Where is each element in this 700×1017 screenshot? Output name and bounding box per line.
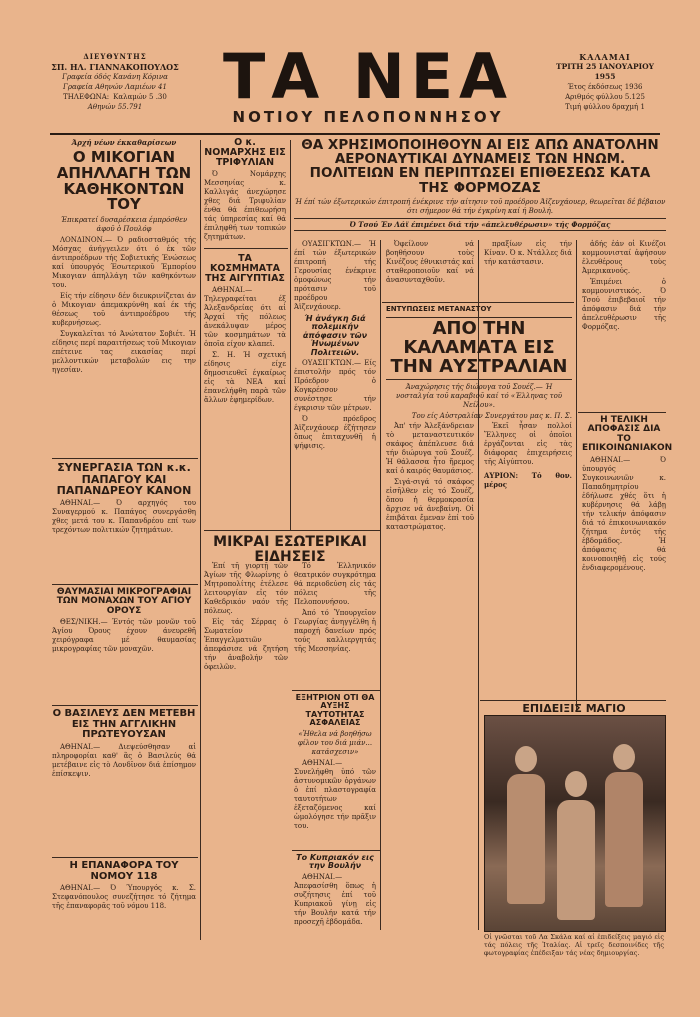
australia-column-1	[386, 420, 474, 532]
article-divider	[52, 857, 198, 858]
column-rule	[290, 140, 291, 530]
article-paragraph: ΑΘΗΝΑΙ.— Ό αρχηγός του Συναγερμού κ. Παπάγος συνεργάσθη χθες μετά του κ. Παπανδρέου επί των τρεχόντων πολιτικών ζητημάτων.	[52, 498, 196, 534]
issue-number: Αριθμός φύλλου 5.125	[565, 93, 645, 101]
article-paragraph: Ἐπί τῆ γιορτῇ τῶν Ἁγίων τῆς Φλωρίνης ὁ Μητροπολίτης ἐτέλεσε λειτουργίαν εἰς τόν Καθεδρικόν ναόν τῆς πόλεως.	[204, 562, 288, 615]
price: Τιμή φύλλου δραχμή 1	[565, 103, 645, 111]
article-headline: Ο ΒΑΣΙΛΕΥΣ ΔΕΝ ΜΕΤΕΒΗ ΕΙΣ ΤΗΝ ΑΓΓΛΙΚΗΝ ΠΡΩΤΕΥΟΥΣΑΝ	[52, 708, 196, 740]
article-divider	[204, 530, 380, 531]
model-face	[515, 746, 537, 772]
model-figure	[605, 772, 643, 907]
article-paragraph: Συγκαλεῖται τό Άνώτατον Σοβιέτ. Ή είδησις περί παραιτήσεως τοῦ Μικογιαν επέτεινε τας εικασίας περί μελλοντικών μεταβολών εις την ηγεσίαν.	[52, 330, 196, 374]
article-synergasia	[52, 462, 196, 535]
article-paragraph: Ἀπό τό Ὑπουργεῖον Γεωργίας ἀνηγγέλθη ἡ παροχή δανείων πρός τούς καλλιεργητάς τῆς Μεσσηνίας.	[294, 609, 376, 653]
phone-athens: Αθηνών 55.791	[87, 103, 143, 111]
formosa-column-4	[582, 238, 666, 332]
article-subheadline: Έπικρατεί δυσαρέσκεια έμπρόσθεν άφοῦ ὁ Πουλόφ	[60, 216, 188, 233]
article-headline: ΕΠΙΔΕΙΞΙΣ ΜΑΓΙΟ	[522, 702, 626, 715]
formosa-column-3	[484, 238, 572, 267]
article-paragraph: ΟΥΑΣΙΓΚΤΩΝ.— Ή έπί τών έξωτερικών έπιτροπή τής Γερουσίας ένέκρινε ὁμοφώνως τήν πρότασιν τοῦ προέδρου Άϊζενχάουερ.	[294, 240, 376, 311]
newspaper-title: ΤΑ ΝΕΑ	[222, 40, 514, 113]
model-face	[613, 744, 635, 770]
article-paragraph: ΑΘΗΝΑΙ.— Συνελήφθη ὑπό τῶν ἀστυνομικῶν ὀργάνων ὁ ἐπί πλαστογραφία ταυτοτήτων ἐξεταζόμενος καί ὡμολόγησε τήν πρᾶξιν του.	[294, 758, 376, 830]
city: ΚΑΛΑΜΑΙ	[579, 52, 631, 62]
article-headline: ΣΥΝΕΡΓΑΣΙΑ ΤΩΝ κ.κ. ΠΑΠΑΓΟΥ ΚΑΙ ΠΑΠΑΝΔΡΕΟΥ ΚΑΝΟΝ	[56, 461, 192, 498]
column-rule	[200, 140, 201, 940]
domestic-news-column-2	[294, 560, 376, 654]
article-headline: ΤΑ ΚΟΣΜΗΜΑΤΑ ΤΗΣ ΑΙΓΥΠΤΙΑΣ	[205, 253, 285, 284]
formosa-box-label: Ό Τσού Έν Λάϊ έπιμένει διά τήν «άπελευθέρωσιν» τής Φορμόζας	[294, 218, 666, 231]
article-paragraph: Ό Νομάρχης Μεσσηνίας κ. Καλλιγάς άνεχώρησε χθες διά Τριφυλίαν ένθα θά έπιθεωρήση τάς ύπηρεσίας καί θά έπιληφθή των τοπικών ζητημάτων.	[204, 169, 286, 241]
article-headline: Η ΕΠΑΝΑΦΟΡΑ ΤΟΥ ΝΟΜΟΥ 118	[69, 860, 179, 882]
masthead-left-info	[50, 52, 180, 112]
article-paragraph: πραξίων εἰς τήν Κίναν. Ό κ. Ντάλλες διά τήν κατάστασιν.	[484, 240, 572, 266]
article-cyprus	[294, 854, 376, 927]
athens-office: Γραφεία Αθηνών Λαμιέων 41	[63, 83, 167, 91]
article-divider	[52, 705, 198, 706]
phone-line	[50, 92, 180, 102]
article-nomarch	[204, 138, 286, 242]
article-law-118	[52, 861, 196, 911]
photo-caption: Οἱ γνῶσται τοῦ Λα Σκάλα καί αἱ ἐπιδείξεις μαγιό εἰς τάς πόλεις τῆς Ἰταλίας. Αἱ τρεῖς δεσποινίδες τῆς φωτογραφίας ἐπέδειξαν τάς νέας δημιουργίας.	[484, 933, 664, 957]
article-headline: Η ΤΕΛΙΚΗ ΑΠΟΦΑΣΙΣ ΔΙΑ ΤΟ ΕΠΙΚΟΙΝΩΝΙΑΚΟΝ	[582, 415, 673, 454]
article-headline: Ο κ. ΝΟΜΑΡΧΗΣ ΕΙΣ ΤΡΙΦΥΛΙΑΝ	[204, 137, 286, 168]
article-paragraph: Ἐκεῖ ἦσαν πολλοί Ἕλληνες οἱ ὁποῖοι ἐργάζονται εἰς τὰς διάφορας ἐπιχειρήσεις τῆς Αἰγύπτου.	[484, 422, 572, 466]
article-kicker: ΕΝΤΥΠΩΣΕΙΣ ΜΕΤΑΝΑΣΤΟΥ	[386, 305, 492, 313]
article-mikoyan	[52, 138, 196, 375]
article-paragraph: Σ. Η. Ή σχετική είδησις είχε δημοσιευθεῖ έγκαίρως εἰς τὰ ΝΕΑ καί ἐπανελήφθη παρὰ τῶν ἄλλων ἐφημερίδων.	[204, 350, 286, 404]
article-paragraph: Ὀφείλουν νά βοηθήσουν τοὺς Κινέζους ἐθνικιστάς καί σταθεροποιοῦν καί νά ἀνασυνταχθοῦν.	[386, 240, 474, 284]
article-paragraph: Ἐπιμένει ὁ κομμουνιστικός. Ό Τσού ἐπιβεβαιοῖ τήν ἀπόφασιν διά τήν ἀπελευθέρωσιν τῆς Φορμόζας.	[582, 278, 666, 331]
office-address: Γραφεία όδός Κανάνη Κόρινα	[62, 73, 168, 81]
article-divider	[52, 458, 198, 459]
article-paragraph: Ό πρόεδρος Άϊζενχάουερ έζήτησεν ὅπως ἐπιταχυνθῆ ἡ ψήφισις.	[294, 414, 376, 450]
article-paragraph: Εἰς τάς Σέρρας ὁ Σωματείον Ἐπαγγελματιῶν ἀπεφάσισε νά ζητήση τήν ἀναβολήν τῶν ὀφειλῶν.	[204, 618, 288, 671]
article-divider	[578, 412, 666, 413]
article-security-id	[294, 694, 376, 831]
model-figure	[557, 800, 595, 920]
article-divider	[480, 700, 666, 701]
article-paragraph: ΛΟΝΔΙΝΟΝ.— Ό ραδιοσταθμός τής Μόσχας άνήγγειλεν ότι ό έκ τῶν άντιπροέδρων τής Σοβιετικής Ένώσεως καί ύπουργός Έσωτερικοῦ Έμπορίου Μικογιαν άπηλλάγη τῶν καθηκόντων του.	[52, 236, 196, 289]
article-subheadline: Ή έπί τών έξωτερικών έπιτροπή ένέκρινε τήν αίτησιν τοῦ προέδρου Άϊζενχάουερ, θεωρεῖται δέ βέβαιον ότι σήμερον θά τήν έγκρίνη καί ή Βουλή.	[294, 197, 666, 215]
founding-year: Έτος έκδόσεως 1936	[567, 83, 643, 91]
article-paragraph: ΑΘΗΝΑΙ.— Διεψεύσθησαν αἱ πληροφορίαι καθ' ἃς ὁ Βασιλεύς θά μετέβαινε εἰς τὸ Λονδῖνον διά ἐπίσημον ἐπίσκεψιν.	[52, 742, 196, 778]
model-face	[565, 771, 587, 797]
article-divider	[382, 302, 574, 303]
masthead-rule	[50, 133, 660, 135]
article-mount-athos	[52, 588, 196, 654]
article-divider	[204, 248, 288, 249]
article-headline: Ο ΜΙΚΟΓΙΑΝ ΑΠΗΛΛΑΓΗ ΤΩΝ ΚΑΘΗΚΟΝΤΩΝ ΤΟΥ	[56, 148, 192, 214]
article-byline: Του είς Αὐστραλίαν Συνεργάτου μας κ. Π. Σ.	[411, 412, 572, 421]
masthead	[50, 40, 660, 128]
article-paragraph: Τό Ἐλληνικόν θεατρικόν συγκρότημα θά περιοδεύση εἰς τάς πόλεις τῆς Πελοποννήσου.	[294, 562, 376, 606]
article-kicker: Άρχή νέων έκκαθαρίσεων	[71, 138, 177, 147]
article-paragraph: ΑΘΗΝΑΙ.— Ό ὑπουργός Συγκοινωνιῶν κ. Παπαδημητρίου ἐδήλωσε χθές ὅτι ἡ κυβέρνησις θά λάβῃ τήν τελικήν ἀπόφασιν διά τό ἐπικοινωνιακόν ζήτημα ἐντός τῆς ἑβδομάδος. Ἡ ἀπόφασις θά κοινοποιηθῇ εἰς τούς ἐνδιαφερομένους.	[582, 455, 666, 572]
article-paragraph: ΑΘΗΝΑΙ.— Τηλεγραφείται έξ Άλεξανδρείας ότι αἱ Άρχαί τῆς πόλεως ἀνεκάλυψαν μέρος τῶν κοσμημάτων τὰ ὁποῖα είχον κλαπεῖ.	[204, 285, 286, 348]
article-paragraph: Σιγά-σιγά τό σκάφος εἰσῆλθεν εἰς τό Σουέζ, ὅπου ἡ θερμοκρασία ἄρχισε νά ἀνεβαίνη. Οἱ ἐπιβάται ἔμεναν ἐπί τοῦ καταστρώματος.	[386, 478, 474, 531]
article-paragraph: ΟΥΑΣΙΓΚΤΩΝ.— Είς ἐπιστολήν πρός τόν Πρόεδρον ὁ Κογκρέσσον συνέστησε τήν έγκρισιν τῶν μέτρων.	[294, 358, 376, 412]
swimsuit-photo	[484, 715, 666, 932]
article-formosa	[294, 138, 666, 216]
article-divider	[52, 584, 198, 585]
article-australia	[386, 306, 572, 421]
article-paragraph: Είς τήν είδησιν δέν διευκρινίζεται άν ὁ Μικογιαν άπεμακρύνθη καί έκ τής θέσεως τοῦ άντιπροέδρου τής κυβερνήσεως.	[52, 292, 196, 327]
model-figure	[507, 774, 545, 904]
article-swimsuit	[484, 703, 664, 715]
australia-column-2	[484, 420, 572, 489]
article-continuation: ΑΥΡΙΟΝ: Τό θον. μέρος	[484, 471, 572, 489]
issue-date: ΤΡΙΤΗ 25 ΙΑΝΟΥΑΡΙΟΥ 1955	[556, 62, 654, 81]
article-headline: ΕΞΗΤΡΙΟΝ ΟΤΙ ΘΑ ΑΥΞΗΣ ΤΑΥΤΟΤΗΤΑΣ ΑΣΦΑΛΕΙΑΣ	[295, 693, 375, 728]
article-paragraph: ἀδής ἐάν οἱ Κινέζοι κομμουνισταί ἀφήσουν ἐλευθέρους τοὺς Ἀμερικανούς.	[582, 240, 666, 275]
masthead-right-info	[550, 52, 660, 112]
article-headline: Το Κυπριακόν εις την Βουλήν	[296, 853, 374, 871]
article-paragraph: ΑΘΗΝΑΙ.— Ό Ύπουργός κ. Σ. Στεφανόπουλος συνεζήτησε τό ζήτημα τῆς ἐπαναφορᾶς τοῦ νόμου 118.	[52, 884, 196, 910]
article-king	[52, 709, 196, 779]
newspaper-subtitle: ΝΟΤΙΟΥ ΠΕΛΟΠΟΝΝΗΣΟΥ	[232, 108, 504, 126]
domestic-news-column-1	[204, 560, 288, 672]
article-subhead: Ή ἀνάγκη διά πολεμικήν ἀπόφασιν τῶν Ἡνωμένων Πολιτειῶν.	[302, 314, 368, 357]
article-subheadline: Άναχώρησις τής διώρυγα τοῦ Σουέζ.— Ή νοσταλγία τοῦ καραβιοῦ καί τό «Έλληνας τοῦ Νείλου».	[395, 383, 563, 410]
article-communications	[582, 415, 673, 573]
article-paragraph: ΘΕΣ/ΝΙΚΗ.— Έντός τῶν μονῶν τοῦ Άγίου Όρους έχουν άνευρεθῆ χειρόγραφα μέ θαυμασίας μικρογραφίας τῶν μοναχῶν.	[52, 618, 196, 654]
article-headline: ΘΑ ΧΡΗΣΙΜΟΠΟΙΗΘΟΥΝ ΑΙ ΕΙΣ ΑΠΩ ΑΝΑΤΟΛΗΝ ΑΕΡΟΝΑΥΤΙΚΑΙ ΔΥΝΑΜΕΙΣ ΤΩΝ ΗΝΩΜ. ΠΟΛΙΤΕΙΩΝ ΕΝ ΠΕΡΙΠΤΩΣΕΙ ΕΠΙΘΕΣΕΩΣ ΚΑΤΑ ΤΗΣ ΦΟΡΜΟΖΑΣ	[301, 137, 659, 196]
article-paragraph: Ἀπ' τήν Ἀλεξάνδρειαν τὸ μεταναστευτικόν σκάφος ἀπέπλευσε διά τήν διώρυγα τοῦ Σουέζ. Ἡ θάλασσα ἦτο ἤρεμος καί ὁ καιρός θαυμάσιος.	[386, 422, 474, 475]
article-divider	[292, 850, 380, 851]
article-jewels	[204, 254, 286, 405]
formosa-column-2	[386, 238, 474, 285]
column-rule	[380, 240, 381, 930]
article-headline: ΜΙΚΡΑΙ ΕΣΩΤΕΡΙΚΑΙ ΕΙΔΗΣΕΙΣ	[213, 534, 367, 565]
column-rule	[576, 240, 577, 710]
article-headline: ΘΑΥΜΑΣΙΑΙ ΜΙΚΡΟΓΡΑΦΙΑΙ ΤΩΝ ΜΟΝΑΧΩΝ ΤΟΥ ΑΓΙΟΥ ΟΡΟΥΣ	[56, 587, 192, 616]
formosa-column-1	[294, 238, 376, 451]
article-headline: ΑΠΟ ΤΗΝ ΚΑΛΑΜΑΤΑ ΕΙΣ ΤΗΝ ΑΥΣΤΡΑΛΙΑΝ	[386, 317, 572, 380]
phone-label: ΤΗΛΕΦΩΝΑ:	[63, 93, 110, 101]
director-label: ΔΙΕΥΘΥΝΤΗΣ	[83, 52, 147, 61]
director-name: ΣΠ. ΗΛ. ΓΙΑΝΝΑΚΟΠΟΥΛΟΣ	[51, 62, 179, 72]
article-paragraph: ΑΘΗΝΑΙ.— Ἀπεφασίσθη ὅπως ἡ συζήτησις ἐπί τοῦ Κυπριακοῦ γίνῃ εἰς τήν Βουλήν κατά τήν προσεχῆ ἑβδομάδα.	[294, 872, 376, 926]
article-divider	[292, 690, 380, 691]
article-subheadline: «Ἠθελα νά βοηθήσω φίλον του διά μιάν... κατάσχεσιν»	[297, 729, 373, 756]
phone-kalamata: Καλαμών 5 .30	[113, 93, 167, 101]
